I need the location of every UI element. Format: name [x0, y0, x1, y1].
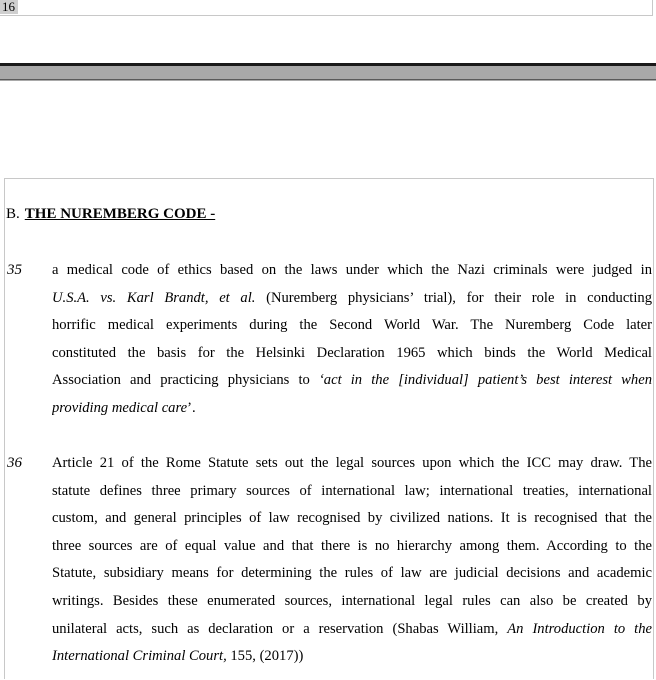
section-title: THE NUREMBERG CODE - [24, 206, 216, 222]
footnote-text [52, 257, 652, 423]
text-segment: Association and practicing physicians to [52, 372, 319, 389]
section-heading [6, 205, 215, 223]
footnote-number: 35 [7, 262, 22, 278]
italic-text: An Introduction to the [507, 620, 652, 637]
text-line [52, 478, 652, 506]
italic-text: providing medical care [52, 399, 188, 416]
text-line [52, 367, 652, 395]
text-line [52, 450, 652, 478]
text-line [52, 533, 652, 561]
text-line [52, 340, 652, 368]
page-number: 16 [0, 0, 18, 14]
section-number: B. [6, 206, 20, 222]
italic-text: ‘act in the [individual] patient’s best interest when [318, 372, 652, 389]
document-page [4, 178, 654, 679]
text-segment: ’. [187, 399, 196, 416]
text-segment: unilateral acts, such as declaration or a reservation (Shabas William, [52, 620, 508, 637]
text-segment: a medical code of ethics based on the laws under which the Nazi criminals were judged in [52, 262, 652, 278]
text-line [52, 395, 652, 423]
text-segment: custom, and general principles of law recognised by civilized nations. It is recognised that the [52, 510, 652, 527]
text-line [52, 616, 652, 644]
text-segment: three sources are of equal value and that there is no hierarchy among them. According to the [52, 537, 652, 554]
text-line [52, 312, 652, 340]
text-segment: horrific medical experiments during the Second World War. The Nuremberg Code later [52, 317, 652, 334]
text-segment: writings. Besides these enumerated sources, international legal rules can also be created by [52, 592, 652, 609]
text-segment: Article 21 of the Rome Statute sets out the legal sources upon which the ICC may draw. The [52, 455, 652, 471]
text-line [52, 285, 652, 313]
footnote-36 [5, 450, 653, 680]
footnote-number: 36 [7, 455, 22, 471]
text-segment: constituted the basis for the Helsinki Declaration 1965 which binds the World Medical [52, 344, 652, 361]
italic-text: U.S.A. vs. Karl Brandt, et al. [52, 289, 256, 306]
italic-text: International Criminal Court, [52, 648, 227, 665]
text-line [52, 505, 652, 533]
previous-page-fragment [0, 0, 653, 16]
text-segment: (Nuremberg physicians’ trial), for their role in conducting [255, 289, 652, 306]
text-segment: statute defines three primary sources of international law; international treaties, international [52, 482, 652, 499]
footnote-35 [5, 257, 653, 427]
text-line [52, 257, 652, 285]
text-line [52, 560, 652, 588]
footnote-text [52, 450, 652, 671]
text-segment: 155, (2017)) [226, 648, 304, 665]
text-line [52, 643, 652, 671]
page-separator-line [0, 79, 656, 80]
text-segment: Statute, subsidiary means for determining the rules of law are judicial decisions and academic [52, 565, 652, 582]
text-line [52, 588, 652, 616]
